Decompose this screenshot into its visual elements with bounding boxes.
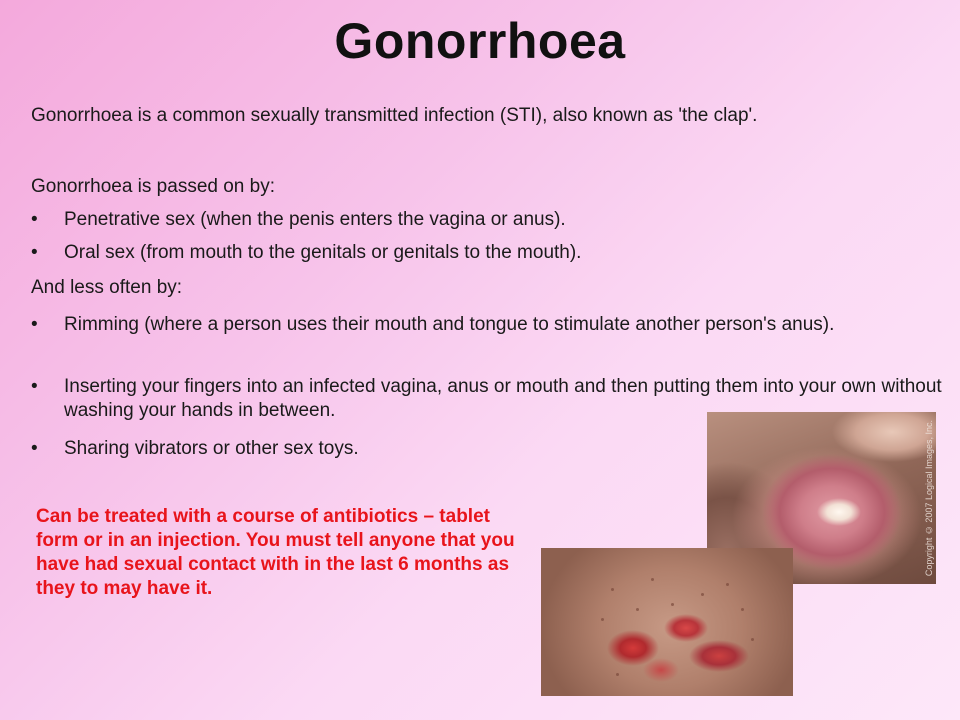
bullet-text: Rimming (where a person uses their mouth and tongue to stimulate another person's anus). — [64, 314, 835, 335]
bullet-text: Sharing vibrators or other sex toys. — [64, 438, 359, 459]
bullet-item — [31, 313, 911, 337]
bullet-dot: • — [31, 242, 38, 263]
intro-paragraph: Gonorrhoea is a common sexually transmitted infection (STI), also known as 'the clap'. — [31, 105, 758, 126]
bullet-text: Penetrative sex (when the penis enters the vagina or anus). — [64, 209, 566, 230]
bullet-item — [31, 208, 951, 232]
bullet-text: Oral sex (from mouth to the genitals or genitals to the mouth). — [64, 242, 582, 263]
passed-on-heading: Gonorrhoea is passed on by: — [31, 176, 275, 197]
bullet-item — [31, 241, 951, 265]
clinical-photo-back-rash — [541, 548, 793, 696]
photo-copyright: Copyright © 2007 Logical Images, Inc. — [924, 420, 934, 577]
bullet-text: Inserting your fingers into an infected vagina, anus or mouth and then putting them into your own without washing your hands in between. — [64, 376, 942, 421]
treatment-note: Can be treated with a course of antibiotics – tablet form or in an injection. You must tell anyone that you have had sexual contact with in the last 6 months as they to may have it. — [36, 506, 515, 599]
less-often-heading: And less often by: — [31, 277, 183, 298]
bullet-dot: • — [31, 314, 38, 335]
bullet-dot: • — [31, 376, 38, 397]
slide-title: Gonorrhoea — [334, 13, 626, 69]
bullet-dot: • — [31, 438, 38, 459]
bullet-dot: • — [31, 209, 38, 230]
